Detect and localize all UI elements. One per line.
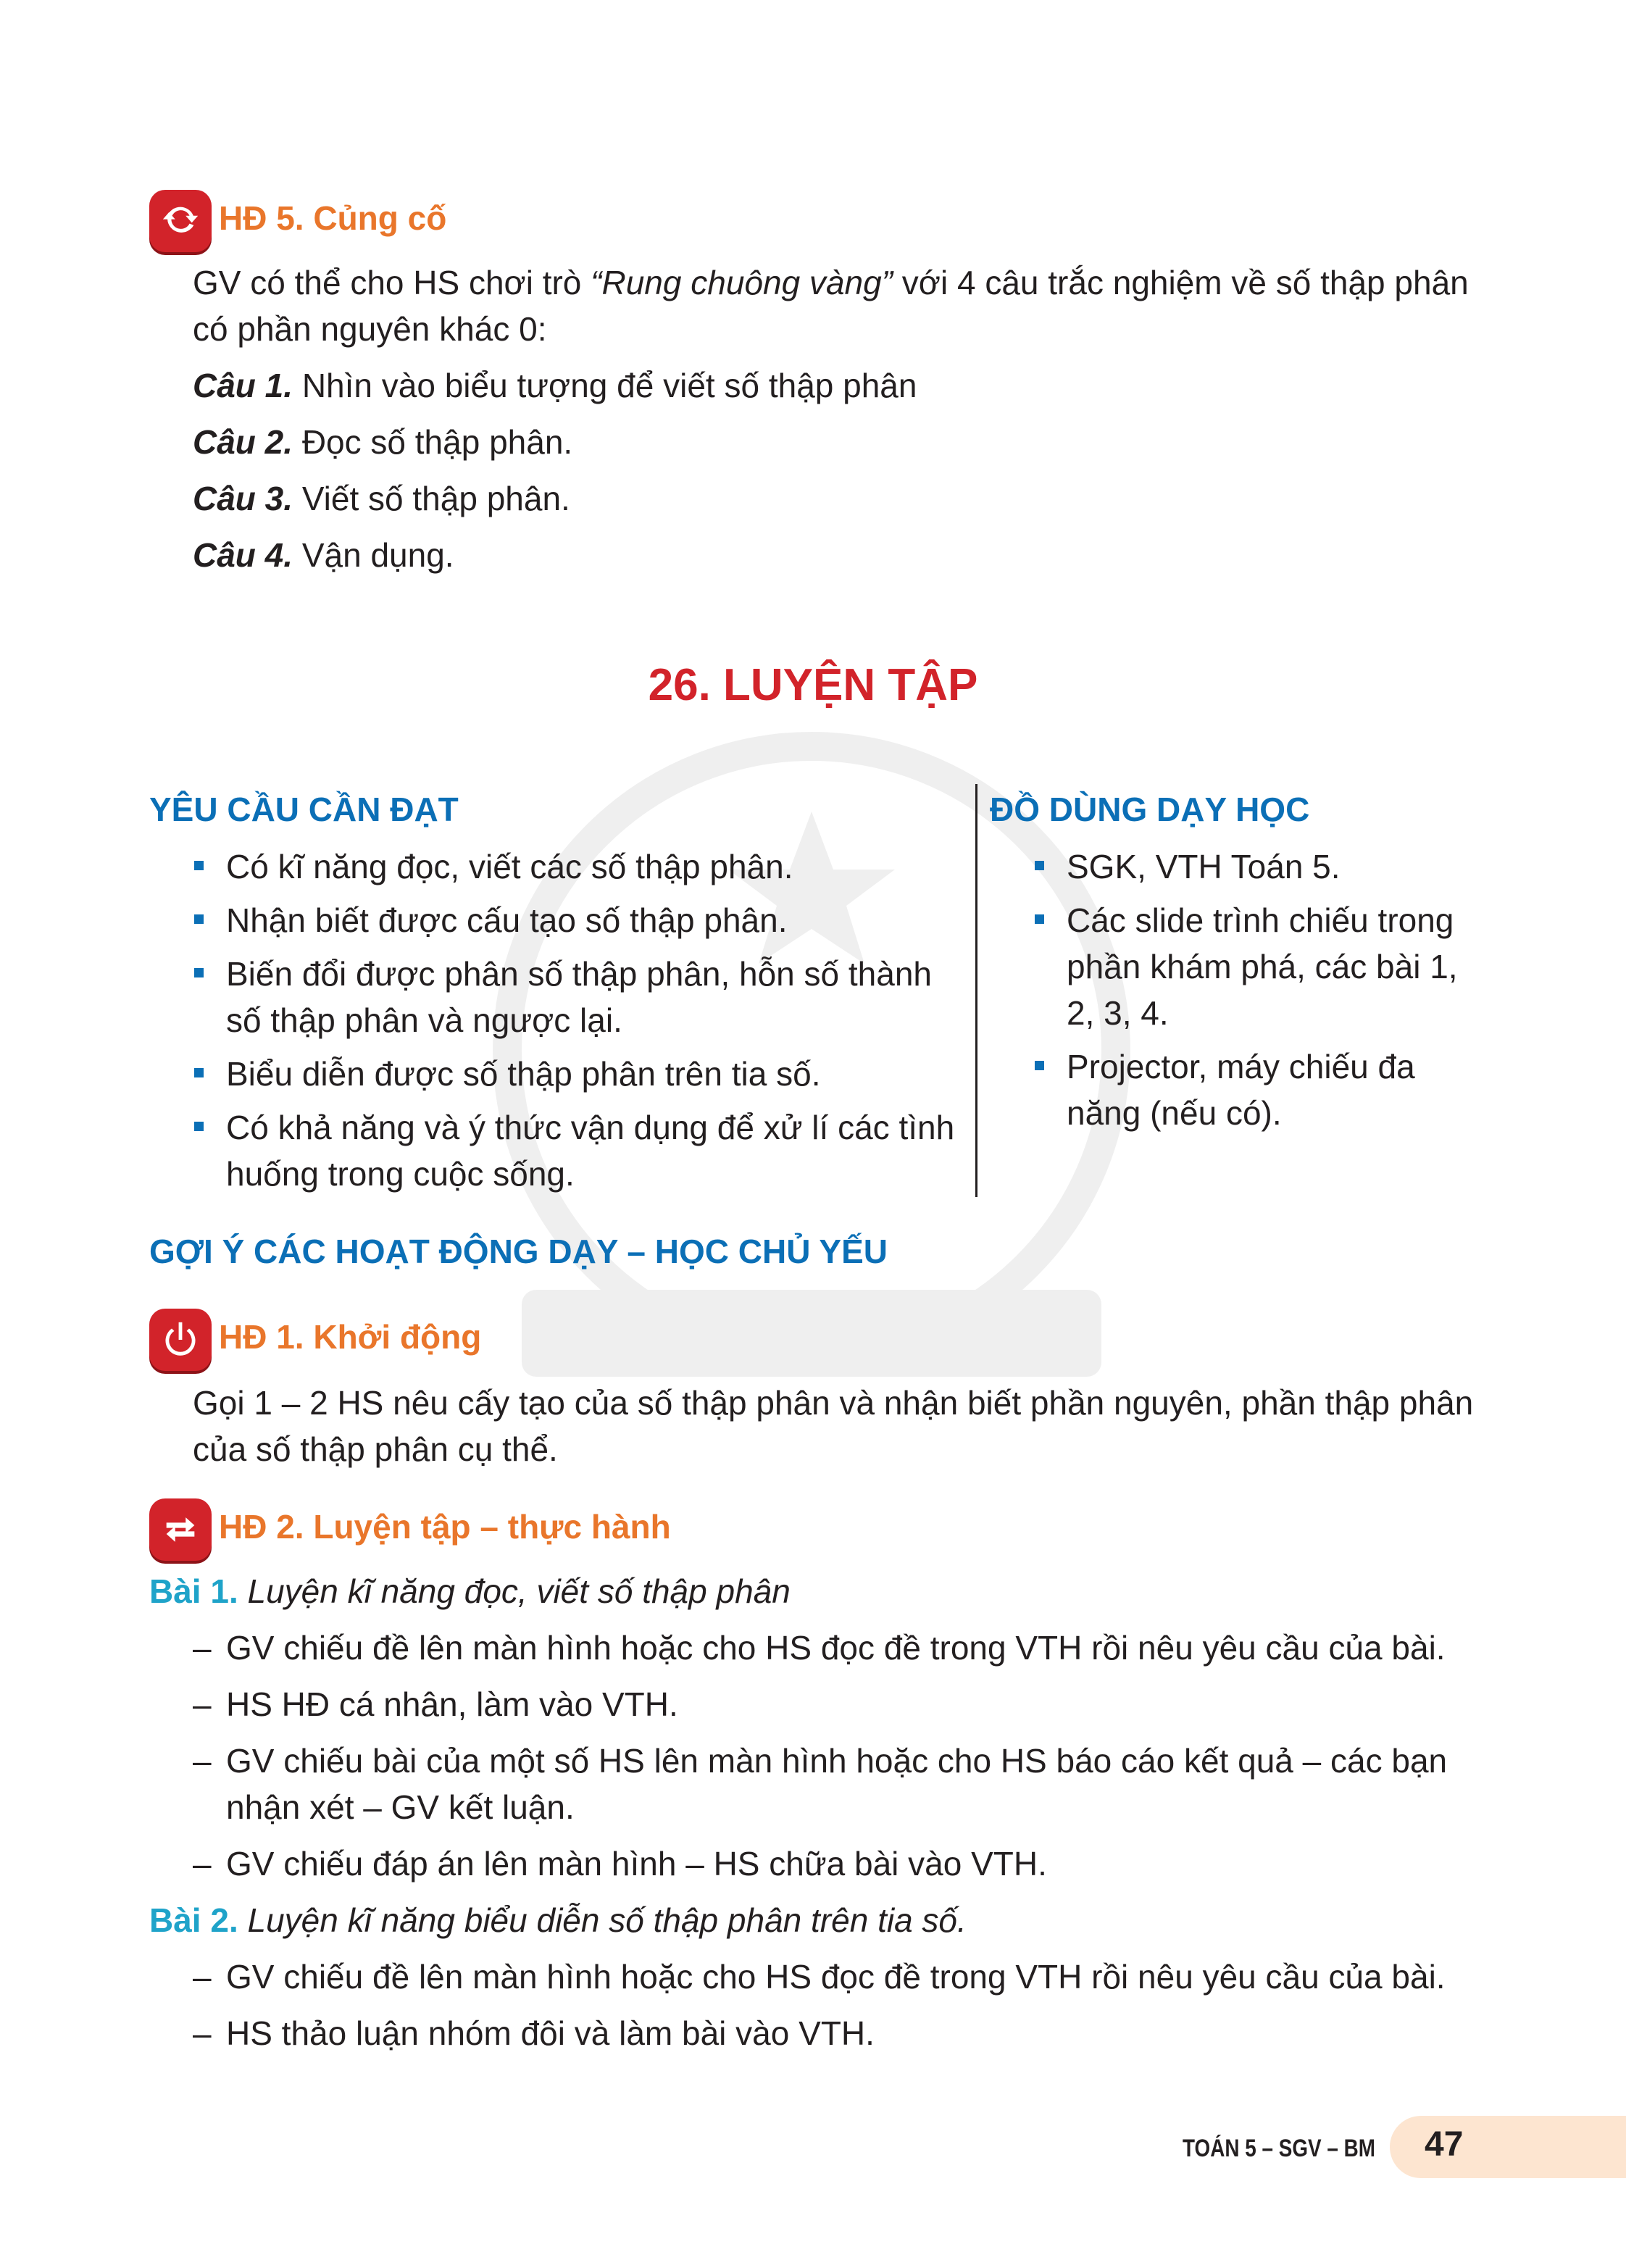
footer-book-label: TOÁN 5 – SGV – BM	[1183, 2135, 1375, 2162]
bullet-square-icon	[194, 1122, 204, 1131]
requirement-item: Biểu diễn được số thập phân trên tia số.	[194, 1051, 970, 1097]
lesson-title: 26. LUYỆN TẬP	[648, 660, 978, 710]
question-4: Câu 4. Vận dụng.	[193, 536, 454, 574]
requirement-item: Có kĩ năng đọc, viết các số thập phân.	[194, 843, 970, 890]
bai1-step: – HS HĐ cá nhân, làm vào VTH.	[193, 1685, 678, 1723]
hd5-intro-line2: có phần nguyên khác 0:	[193, 310, 547, 348]
materials-heading: ĐỒ DÙNG DẠY HỌC	[990, 791, 1310, 828]
bai1-step: – GV chiếu bài của một số HS lên màn hình hoặc cho HS báo cáo kết quả – các bạn nhận xét – GV kết luận.	[193, 1742, 1448, 1826]
hd5-title: HĐ 5. Củng cố	[219, 199, 447, 237]
bullet-square-icon	[194, 861, 204, 870]
refresh-icon	[149, 190, 212, 252]
question-3: Câu 3. Viết số thập phân.	[193, 480, 570, 517]
hd1-line1: Gọi 1 – 2 HS nêu cấy tạo của số thập phân và nhận biết phần nguyên, phần thập phân	[193, 1384, 1474, 1422]
bai1-heading: Bài 1. Luyện kĩ năng đọc, viết số thập phân	[149, 1572, 791, 1610]
bullet-square-icon	[1035, 1061, 1044, 1070]
question-2: Câu 2. Đọc số thập phân.	[193, 423, 573, 461]
bai1-step: – GV chiếu đề lên màn hình hoặc cho HS đọc đề trong VTH rồi nêu yêu cầu của bài.	[193, 1629, 1446, 1667]
hd2-title: HĐ 2. Luyện tập – thực hành	[219, 1508, 671, 1546]
bullet-square-icon	[1035, 861, 1044, 870]
hd5-intro-line1: GV có thể cho HS chơi trò “Rung chuông vàng” với 4 câu trắc nghiệm về số thập phân	[193, 264, 1469, 301]
hd1-title: HĐ 1. Khởi động	[219, 1318, 482, 1356]
activities-heading: GỢI Ý CÁC HOẠT ĐỘNG DẠY – HỌC CHỦ YẾU	[149, 1233, 888, 1270]
requirement-item: Nhận biết được cấu tạo số thập phân.	[194, 897, 970, 943]
material-item: SGK, VTH Toán 5.	[1035, 843, 1477, 890]
requirement-item: Có khả năng và ý thức vận dụng để xử lí các tình huống trong cuộc sống.	[194, 1104, 970, 1197]
requirements-heading: YÊU CẦU CẦN ĐẠT	[149, 791, 459, 828]
material-item: Các slide trình chiếu trong phần khám phá, các bài 1, 2, 3, 4.	[1035, 897, 1477, 1036]
bullet-square-icon	[194, 914, 204, 924]
bullet-square-icon	[194, 1068, 204, 1077]
material-item: Projector, máy chiếu đa năng (nếu có).	[1035, 1043, 1477, 1136]
hd1-line2: của số thập phân cụ thể.	[193, 1430, 558, 1468]
requirement-item: Biến đổi được phân số thập phân, hỗn số thành số thập phân và ngược lại.	[194, 951, 970, 1043]
practice-arrows-icon	[149, 1498, 212, 1561]
column-divider	[975, 784, 977, 1197]
question-1: Câu 1. Nhìn vào biểu tượng để viết số thập phân	[193, 367, 917, 404]
bai2-step: – GV chiếu đề lên màn hình hoặc cho HS đọc đề trong VTH rồi nêu yêu cầu của bài.	[193, 1958, 1446, 1996]
bullet-square-icon	[1035, 914, 1044, 924]
bai2-step: – HS thảo luận nhóm đôi và làm bài vào VTH.	[193, 2014, 875, 2052]
power-icon	[149, 1309, 212, 1371]
bai1-step: – GV chiếu đáp án lên màn hình – HS chữa bài vào VTH.	[193, 1845, 1047, 1883]
bai2-heading: Bài 2. Luyện kĩ năng biểu diễn số thập phân trên tia số.	[149, 1901, 967, 1939]
page-number: 47	[1425, 2125, 1464, 2164]
bullet-square-icon	[194, 968, 204, 977]
